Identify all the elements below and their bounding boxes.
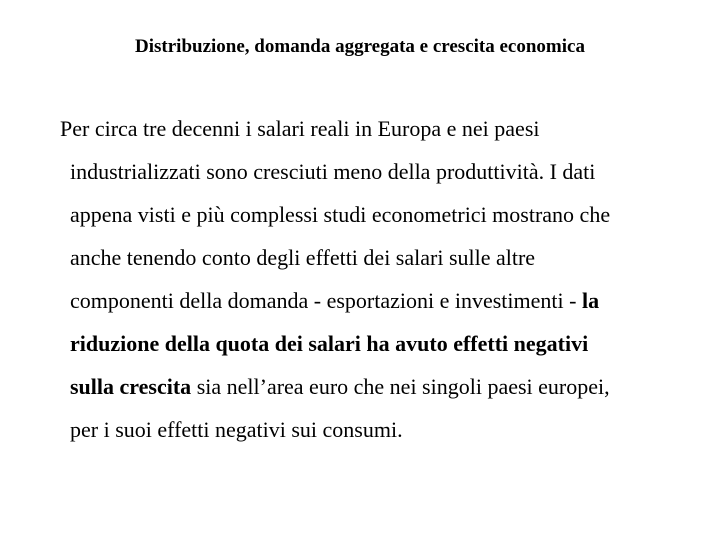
body-line: industrializzati sono cresciuti meno della produttività. I dati [70,159,596,184]
slide-title: Distribuzione, domanda aggregata e crescita economica [135,36,585,57]
body-paragraph [60,114,680,458]
body-text: sia nell’area euro che nei singoli paesi europei, [191,374,610,399]
body-line: anche tenendo conto degli effetti dei salari sulle altre [70,245,536,270]
body-line: per i suoi effetti negativi sui consumi. [70,417,403,442]
emphasis-text: sulla crescita [70,374,192,399]
emphasis-text: la [581,288,600,313]
body-line [60,286,680,329]
body-line: Per circa tre decenni i salari reali in Europa e nei paesi [60,116,540,141]
body-text: componenti della domanda - esportazioni e investimenti - [70,288,582,313]
body-line: appena visti e più complessi studi econometrici mostrano che [70,202,611,227]
body-line [60,372,680,415]
emphasis-line: riduzione della quota dei salari ha avuto effetti negativi [70,331,589,356]
